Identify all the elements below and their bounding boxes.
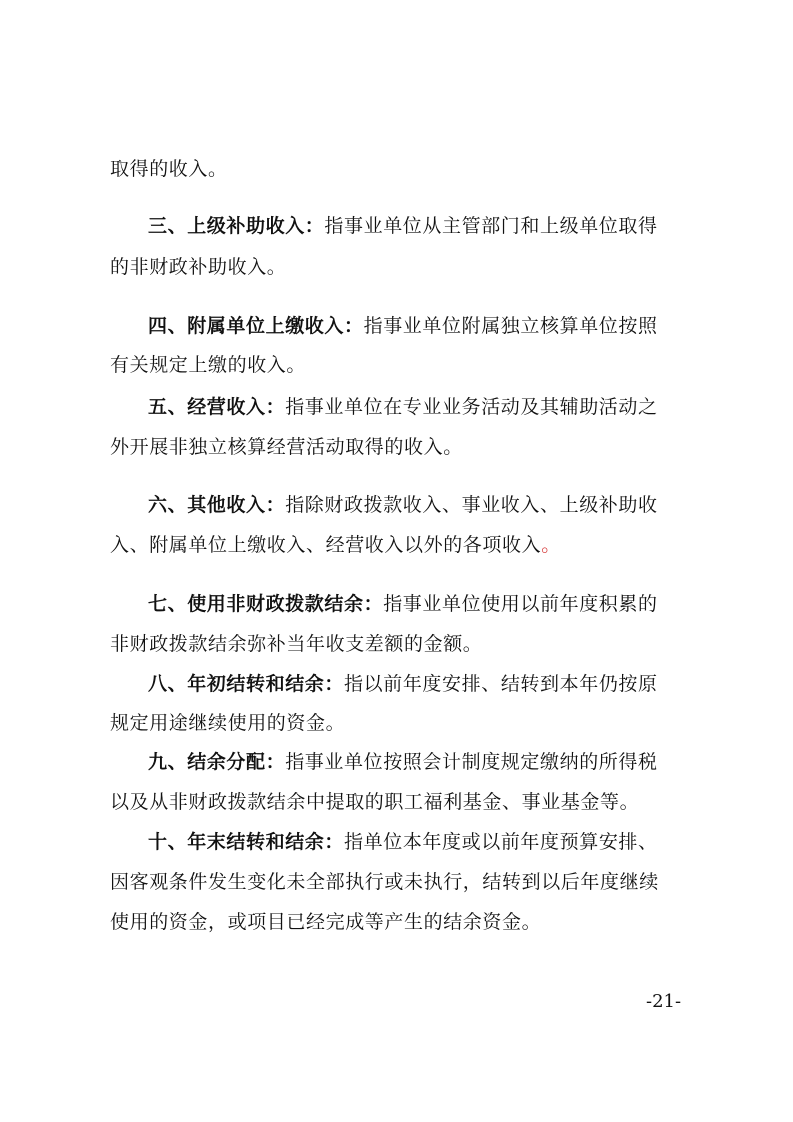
item-7-first-line (148, 592, 700, 616)
item-7-text: 指事业单位使用以前年度积累的 (383, 593, 658, 615)
item-7-continuation: 非财政拨款结余弥补当年收支差额的金额。 (110, 633, 483, 655)
item-5-text: 指事业单位在专业业务活动及其辅助活动之 (285, 396, 658, 418)
item-3-text: 指事业单位从主管部门和上级单位取得 (324, 215, 658, 237)
item-9-continuation: 以及从非财政拨款结余中提取的职工福利基金、事业基金等。 (110, 791, 640, 813)
item-5-first-line (148, 395, 700, 419)
item-3-term: 三、上级补助收入： (148, 215, 325, 237)
item-4-continuation: 有关规定上缴的收入。 (110, 354, 307, 376)
item-9-first-line (148, 750, 700, 774)
item-4-text: 指事业单位附属独立核算单位按照 (363, 315, 658, 337)
item-10-term: 十、年末结转和结余： (148, 831, 345, 853)
item-10-continuation: 因客观条件发生变化未全部执行或未执行，结转到以后年度继续 (110, 871, 659, 893)
item-4-term: 四、附属单位上缴收入： (148, 315, 364, 337)
item-8-term: 八、年初结转和结余： (148, 673, 345, 695)
item-10-text: 指单位本年度或以前年度预算安排、 (344, 831, 658, 853)
item-6-continuation (110, 533, 700, 557)
item-4-first-line (148, 314, 700, 338)
item-9-term: 九、结余分配： (148, 751, 286, 773)
item-10-first-line (148, 830, 700, 854)
intro-continuation: 取得的收入。 (110, 158, 228, 180)
item-6-term: 六、其他收入： (148, 494, 286, 516)
item-3-first-line (148, 214, 700, 238)
item-3-continuation: 的非财政补助收入。 (110, 256, 287, 278)
item-5-term: 五、经营收入： (148, 396, 286, 418)
item-8-first-line (148, 672, 700, 696)
item-5-continuation: 外开展非独立核算经营活动取得的收入。 (110, 436, 463, 458)
item-7-term: 七、使用非财政拨款结余： (148, 593, 384, 615)
item-6-first-line (148, 493, 700, 517)
item-9-text: 指事业单位按照会计制度规定缴纳的所得税 (285, 751, 658, 773)
item-8-text: 指以前年度安排、结转到本年仍按原 (344, 673, 658, 695)
page-number: -21- (646, 991, 682, 1012)
item-10-continuation-2: 使用的资金，或项目已经完成等产生的结余资金。 (110, 911, 542, 933)
item-6-continuation-text: 入、附属单位上缴收入、经营收入以外的各项收入 (110, 534, 542, 556)
item-6-text: 指除财政拨款收入、事业收入、上级补助收 (285, 494, 658, 516)
item-8-continuation: 规定用途继续使用的资金。 (110, 712, 346, 734)
item-6-end-mark: 。 (541, 534, 561, 556)
